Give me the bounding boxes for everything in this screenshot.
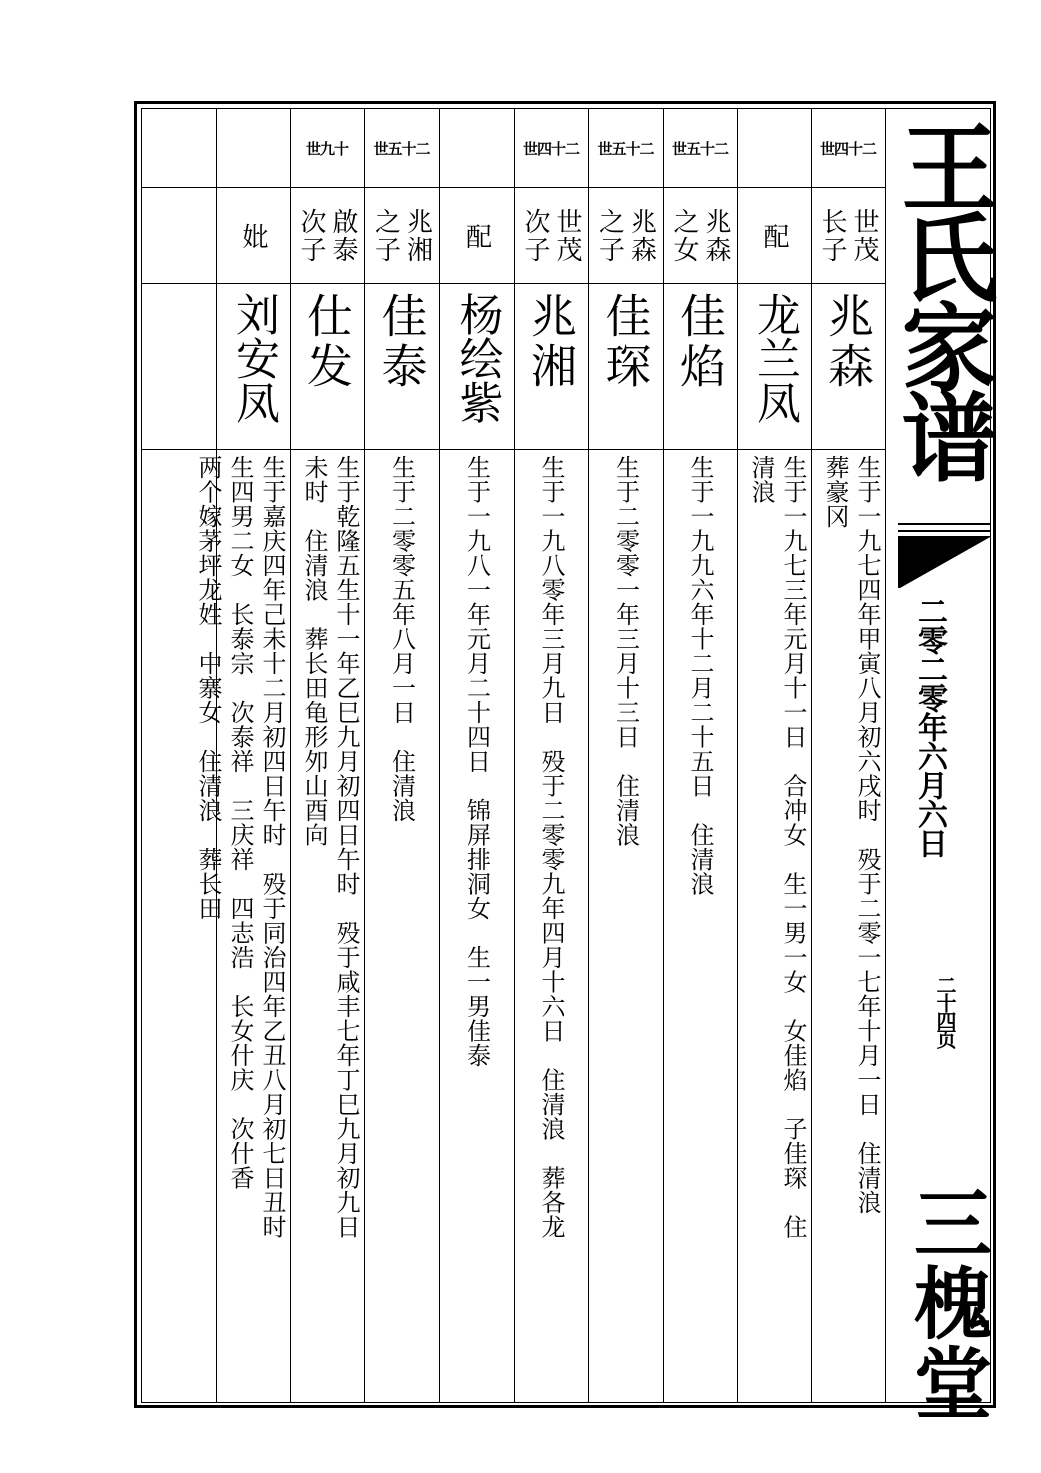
- relation-line: 世茂: [552, 208, 582, 264]
- member-name: [663, 292, 737, 446]
- relation-line: 啟泰: [328, 208, 358, 264]
- member-bio-text: 生于一九八一年元月二十四日 锦屏排洞女 生一男佳泰: [462, 455, 491, 1068]
- member-bio-text: 生于一九七三年元月十一日 合冲女 生一男一女 女佳焰 子佳琛 住 清浪: [747, 455, 807, 1239]
- member-name: [588, 292, 663, 446]
- member-name-text: 刘安凤: [228, 292, 279, 424]
- relation-line: 妣: [238, 223, 268, 249]
- relation-label: [216, 190, 290, 282]
- relation-label: [663, 190, 737, 282]
- member-bio-text: 生于一九九六年十二月二十五日 住清浪: [686, 455, 714, 896]
- member-bio: [516, 455, 586, 1400]
- relation-label: [364, 190, 439, 282]
- generation-label: [216, 110, 290, 186]
- triangle-ornament-icon: [898, 536, 990, 588]
- publish-date: 二零二零年六月六日: [912, 596, 947, 857]
- member-name: [514, 292, 588, 446]
- generation-label: 世四十二: [819, 139, 876, 158]
- generation-label: 世五十二: [373, 139, 430, 158]
- relation-line: 兆森: [626, 208, 657, 264]
- member-bio-text: 生于嘉庆四年己未十二月初四日午时 殁于同治四年乙丑八月初七日丑时 生四男二女 长泰宗 次泰祥 三庆祥 四志浩 长女什庆 次什香 两个嫁茅坪龙姓 中寨女 住清浪 葬长田: [194, 455, 286, 1239]
- member-name: [439, 292, 514, 446]
- member-bio-text: 生于一九七四年甲寅八月初六戌时 殁于二零一七年十月一日 住清浪 葬豪冈: [821, 455, 881, 1215]
- relation-label: [588, 190, 663, 282]
- member-name: [737, 292, 811, 446]
- member-bio: [813, 455, 883, 1400]
- hall-name: 三槐堂: [901, 1183, 992, 1423]
- member-bio: [441, 455, 512, 1400]
- relation-line: 次子: [296, 208, 326, 264]
- member-name: [364, 292, 439, 446]
- row-divider: [141, 283, 885, 284]
- relation-line: 兆森: [701, 208, 731, 264]
- generation-label: 世四十二: [522, 139, 579, 158]
- relation-line: 配: [461, 223, 492, 249]
- member-name-text: 仕发: [300, 292, 354, 392]
- title-separator: [898, 530, 990, 532]
- member-name-text: 杨绘紫: [451, 292, 503, 424]
- relation-line: 之子: [594, 208, 625, 264]
- member-name: [811, 292, 885, 446]
- title-separator: [898, 523, 990, 525]
- relation-line: 配: [759, 223, 789, 249]
- member-name-text: 佳焰: [673, 292, 727, 392]
- relation-label: [514, 190, 588, 282]
- member-bio-text: 生于二零零五年八月一日 住清浪: [387, 455, 416, 823]
- relation-line: 兆湘: [402, 208, 433, 264]
- member-name: [216, 292, 290, 446]
- relation-label: [811, 190, 885, 282]
- member-bio: [166, 455, 288, 1400]
- relation-line: 世茂: [849, 208, 879, 264]
- generation-label: 世五十二: [597, 139, 654, 158]
- relation-line: 长子: [817, 208, 847, 264]
- member-bio-text: 生于乾隆五生十一年乙巳九月初四日午时 殁于咸丰七年丁巳九月初九日 未时 住清浪 葬长田龟形夘山酉向: [300, 455, 360, 1239]
- relation-line: 次子: [520, 208, 550, 264]
- generation-label: 世九十: [305, 139, 348, 158]
- generation-label: [439, 110, 514, 186]
- genealogy-title: 王氏家谱: [886, 118, 999, 478]
- page-number: 二十四页: [933, 975, 957, 1047]
- member-name-text: 龙兰凤: [749, 292, 800, 424]
- member-name-text: 兆湘: [524, 292, 578, 392]
- member-bio: [739, 455, 809, 1400]
- row-divider: [141, 187, 885, 188]
- member-name: [290, 292, 364, 446]
- member-bio: [590, 455, 661, 1400]
- relation-label: [439, 190, 514, 282]
- generation-label: 世五十二: [671, 139, 728, 158]
- relation-label: [290, 190, 364, 282]
- generation-label: [737, 110, 811, 186]
- member-name: [141, 292, 216, 446]
- member-bio-text: 生于二零零一年三月十三日 住清浪: [611, 455, 640, 847]
- member-bio-text: 生于一九八零年三月九日 殁于二零零九年四月十六日 住清浪 葬各龙: [537, 455, 565, 1239]
- member-bio: [665, 455, 735, 1400]
- member-bio: [366, 455, 437, 1400]
- relation-line: 之子: [370, 208, 401, 264]
- row-divider: [141, 449, 885, 450]
- member-name-text: 兆森: [821, 292, 875, 392]
- generation-label: [141, 110, 216, 186]
- relation-line: 之女: [669, 208, 699, 264]
- member-name-text: 佳琛: [598, 292, 653, 392]
- member-name-text: 佳泰: [374, 292, 429, 392]
- member-bio: [292, 455, 362, 1400]
- relation-label: [737, 190, 811, 282]
